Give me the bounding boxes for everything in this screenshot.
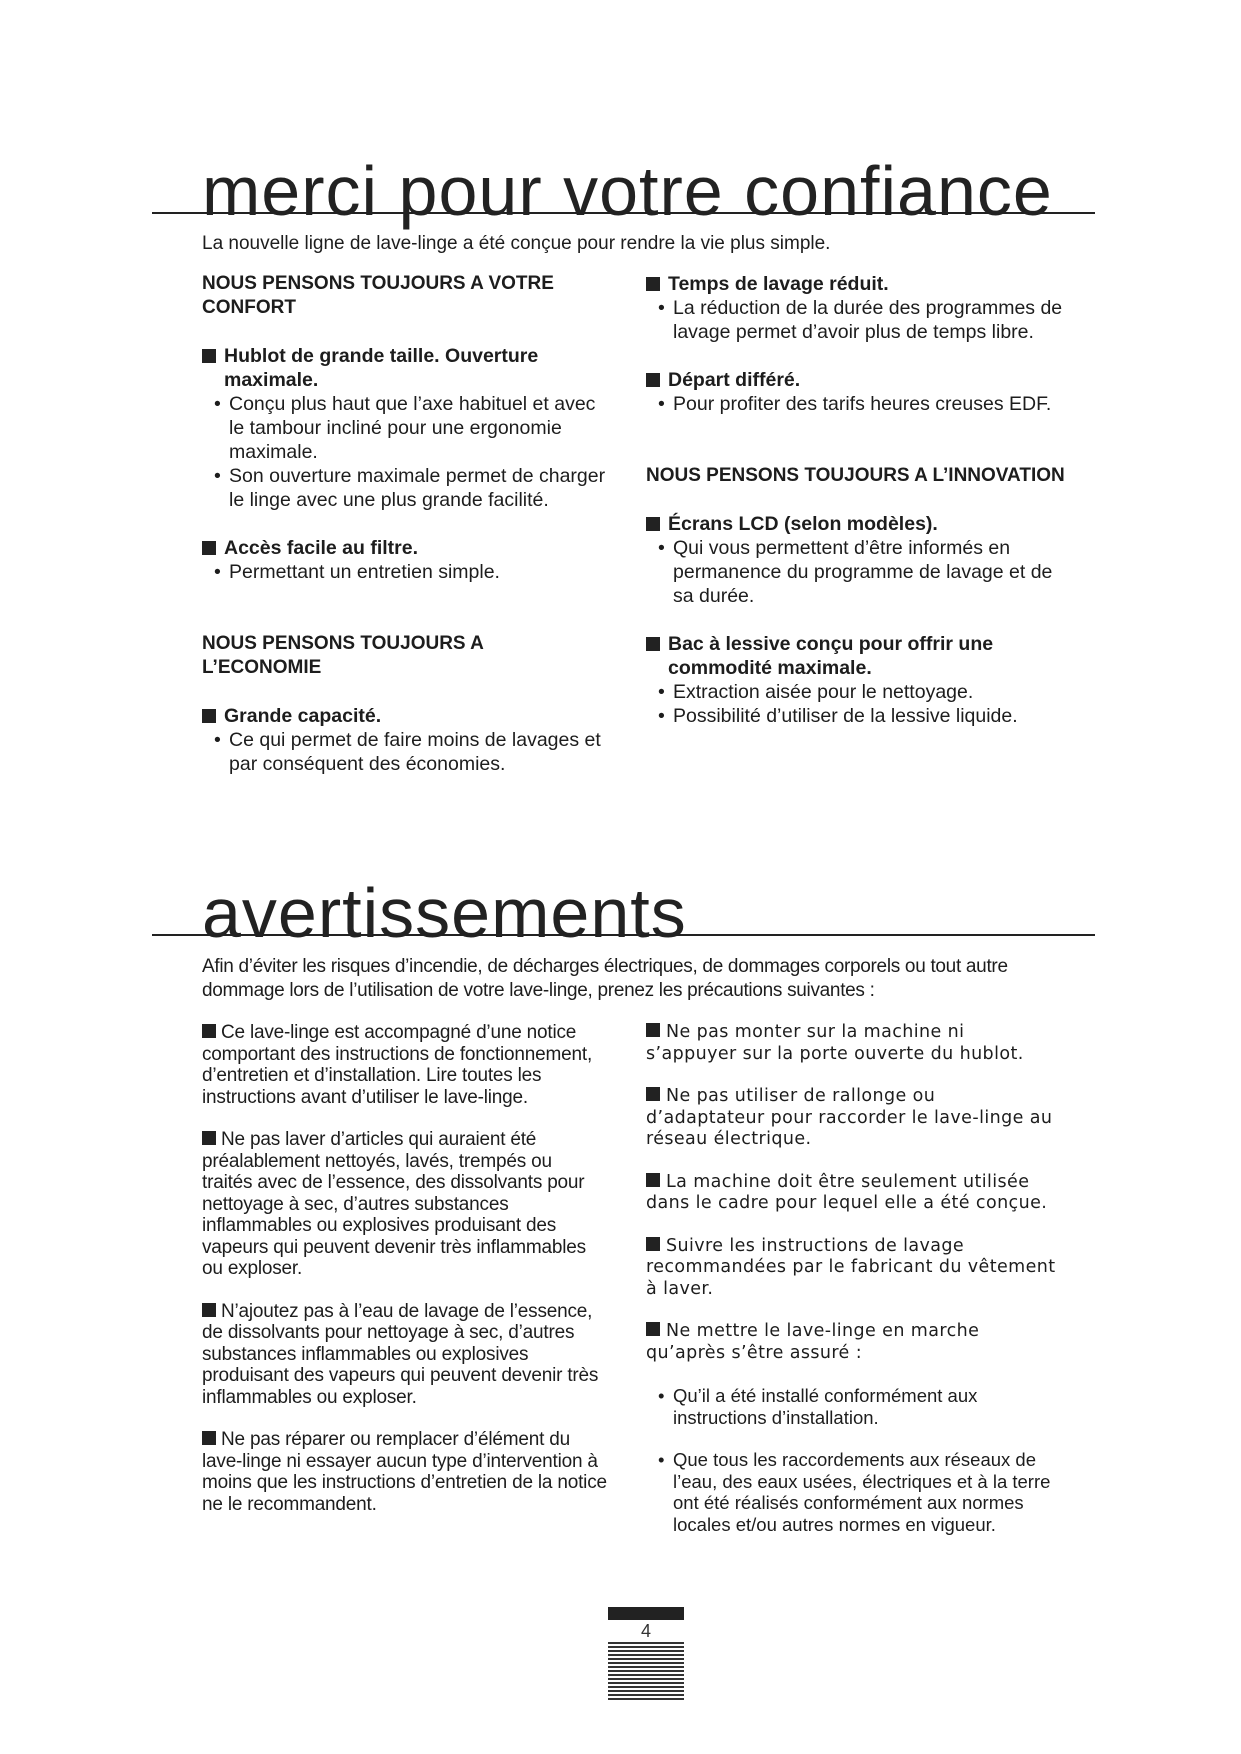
square-bullet-icon bbox=[646, 1173, 660, 1187]
feature-bullet: • Pour profiter des tarifs heures creuses EDF. bbox=[658, 393, 1052, 415]
feature-item bbox=[646, 368, 1066, 416]
feature-title: Écrans LCD (selon modèles). bbox=[646, 512, 1066, 536]
square-bullet-icon bbox=[646, 277, 660, 291]
category-heading-innovation: NOUS PENSONS TOUJOURS A L’INNOVATION bbox=[646, 465, 1065, 486]
feature-bullet: • Permettant un entretien simple. bbox=[214, 561, 500, 583]
page-number-bar bbox=[608, 1607, 684, 1620]
page-number-stripes bbox=[608, 1642, 684, 1702]
left-column-warnings bbox=[202, 1022, 607, 1536]
feature-bullet: • Conçu plus haut que l’axe habituel et avec le tambour incliné pour une ergonomie maximale. bbox=[214, 393, 596, 463]
section-title-merci bbox=[152, 148, 1095, 230]
left-column-features bbox=[202, 272, 607, 800]
category-heading-economie: NOUS PENSONS TOUJOURS A L’ECONOMIE bbox=[202, 633, 484, 678]
page-number-box bbox=[608, 1607, 684, 1702]
feature-item bbox=[202, 704, 607, 776]
warning-item: Ne pas réparer ou remplacer d’élément du lave-linge ni essayer aucun type d’intervention à moins que les instructions d’entretien de la notice ne le recommandent. bbox=[202, 1429, 607, 1515]
warning-sub-bullet: • Que tous les raccordements aux réseaux de l’eau, des eaux usées, électriques et à la terre ont été réalisés conformément aux normes locales et/ou autres normes en vigueur. bbox=[658, 1449, 1051, 1535]
feature-bullet: • Son ouverture maximale permet de charger le linge avec une plus grande facilité. bbox=[214, 465, 606, 511]
feature-bullet: • Possibilité d’utiliser de la lessive liquide. bbox=[658, 705, 1018, 727]
warning-item: Suivre les instructions de lavage recommandées par le fabricant du vêtement à laver. bbox=[646, 1235, 1056, 1299]
warning-item: Ne pas laver d’articles qui auraient été préalablement nettoyés, lavés, trempés ou traités avec de l’essence, des dissolvants pour nettoyage à sec, d’autres substances inflammables ou explosives produisant des vapeurs qui peuvent devenir très inflammables ou exploser. bbox=[202, 1129, 586, 1279]
square-bullet-icon bbox=[202, 349, 216, 363]
page-number: 4 bbox=[640, 1621, 651, 1641]
right-column-features bbox=[646, 272, 1066, 752]
square-bullet-icon bbox=[202, 1431, 216, 1445]
square-bullet-icon bbox=[202, 541, 216, 555]
feature-item bbox=[202, 536, 607, 584]
square-bullet-icon bbox=[646, 1237, 660, 1251]
feature-item bbox=[646, 272, 1066, 344]
category-heading-confort: NOUS PENSONS TOUJOURS A VOTRE CONFORT bbox=[202, 273, 554, 318]
warning-item: Ne pas utiliser de rallonge ou d’adaptateur pour raccorder le lave-linge au réseau électrique. bbox=[646, 1086, 1053, 1149]
square-bullet-icon bbox=[202, 1303, 216, 1317]
square-bullet-icon bbox=[646, 373, 660, 387]
square-bullet-icon bbox=[646, 1322, 660, 1336]
section-title-avertissements bbox=[152, 870, 1095, 952]
warning-item: N’ajoutez pas à l’eau de lavage de l’essence, de dissolvants pour nettoyage à sec, d’autres substances inflammables ou explosives produisant des vapeurs qui peuvent devenir très inflammables ou exploser. bbox=[202, 1300, 599, 1408]
section-intro: La nouvelle ligne de lave-linge a été conçue pour rendre la vie plus simple. bbox=[202, 233, 831, 254]
section-intro: Afin d’éviter les risques d’incendie, de décharges électriques, de dommages corporels ou tout autre dommage lors de l’utilisation de votre lave-linge, prenez les précautions suivantes : bbox=[202, 956, 1008, 1001]
feature-title: Grande capacité. bbox=[202, 704, 607, 728]
feature-bullet: • Ce qui permet de faire moins de lavages et par conséquent des économies. bbox=[214, 729, 601, 775]
square-bullet-icon bbox=[202, 709, 216, 723]
square-bullet-icon bbox=[202, 1131, 216, 1145]
feature-item bbox=[646, 632, 1066, 728]
feature-title: Bac à lessive conçu pour offrir une commodité maximale. bbox=[646, 632, 1066, 680]
warning-item: Ce lave-linge est accompagné d’une notice comportant des instructions de fonctionnement, d’entretien et d’installation. Lire toutes les instructions avant d’utiliser le lave-linge. bbox=[202, 1022, 593, 1108]
warning-sub-bullet: • Qu’il a été installé conformément aux instructions d’installation. bbox=[658, 1385, 978, 1428]
feature-title: Départ différé. bbox=[646, 368, 1066, 392]
feature-bullet: • La réduction de la durée des programmes de lavage permet d’avoir plus de temps libre. bbox=[658, 297, 1063, 343]
feature-item bbox=[202, 344, 607, 512]
square-bullet-icon bbox=[646, 1023, 660, 1037]
feature-bullet: • Extraction aisée pour le nettoyage. bbox=[658, 681, 974, 703]
square-bullet-icon bbox=[646, 517, 660, 531]
section-title-text: merci pour votre confiance bbox=[202, 152, 1053, 230]
feature-bullet: • Qui vous permettent d’être informés en permanence du programme de lavage et de sa durée. bbox=[658, 537, 1053, 607]
right-column-warnings bbox=[646, 1022, 1056, 1556]
warning-item: Ne mettre le lave-linge en marche qu’après s’être assuré : bbox=[646, 1321, 980, 1363]
feature-title: Accès facile au filtre. bbox=[202, 536, 607, 560]
square-bullet-icon bbox=[646, 1087, 660, 1101]
feature-title: Temps de lavage réduit. bbox=[646, 272, 1066, 296]
warning-item: La machine doit être seulement utilisée dans le cadre pour lequel elle a été conçue. bbox=[646, 1171, 1048, 1213]
feature-item bbox=[646, 512, 1066, 608]
warning-sub-list bbox=[646, 1385, 1056, 1535]
section-title-text: avertissements bbox=[202, 874, 687, 952]
feature-title: Hublot de grande taille. Ouverture maximale. bbox=[202, 344, 607, 392]
warning-item: Ne pas monter sur la machine ni s’appuyer sur la porte ouverte du hublot. bbox=[646, 1022, 1024, 1064]
square-bullet-icon bbox=[646, 637, 660, 651]
square-bullet-icon bbox=[202, 1024, 216, 1038]
